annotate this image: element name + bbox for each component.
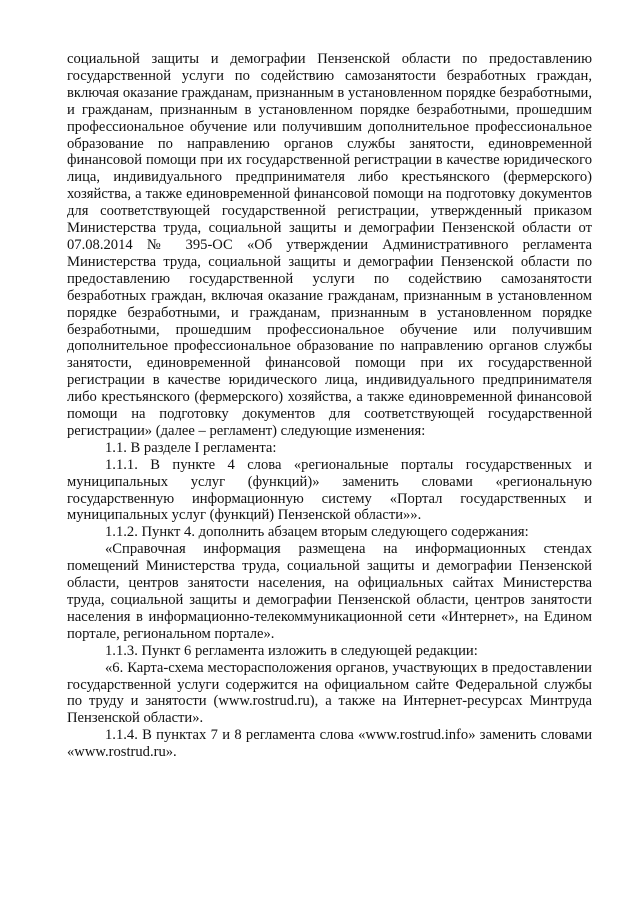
paragraph-quote-reference-info: «Справочная информация размещена на информационных стендах помещений Министерства труда, социальной защиты и демографии Пензенской области, центров занятости населения, на официальных сайтах Министерства труда, социальной защиты и демографии Пензенской области, центров занятости населения в информационно-телекоммуникационной сети «Интернет», на Едином портале, региональном портале».: [67, 541, 592, 642]
paragraph-1-1-1: 1.1.1. В пункте 4 слова «региональные порталы государственных и муниципальных услуг (функций)» заменить словами «региональную государственную информационную систему «Портал государственных и муниципальных услуг (функций) Пензенской области»».: [67, 456, 592, 524]
paragraph-1-1-4: 1.1.4. В пунктах 7 и 8 регламента слова «www.rostrud.info» заменить словами «www.rostrud.ru».: [67, 727, 592, 761]
document-page: [67, 51, 592, 761]
paragraph-1-1-3: 1.1.3. Пункт 6 регламента изложить в следующей редакции:: [105, 642, 478, 659]
paragraph-quote-map: «6. Карта-схема месторасположения органов, участвующих в предоставлении государственной услуги содержится на официальном сайте Федеральной службы по труду и занятости (www.rostrud.ru), а также на Интернет-ресурсах Минтруда Пензенской области».: [67, 659, 592, 727]
paragraph-1-1-2: 1.1.2. Пункт 4. дополнить абзацем вторым следующего содержания:: [105, 524, 529, 541]
paragraph-1-1: 1.1. В разделе I регламента:: [105, 439, 277, 456]
paragraph-intro: социальной защиты и демографии Пензенской области по предоставлению государственной услуги по содействию самозанятости безработных граждан, включая оказание гражданам, признанным в установленном порядке безработными, и гражданам, признанным в установленном порядке безработными, прошедшим профессиональное обучение или получившим дополнительное профессиональное образование по направлению органов службы занятости, единовременной финансовой помощи при их государственной регистрации в качестве юридического лица, индивидуального предпринимателя либо крестьянского (фермерского) хозяйства, а также единовременной финансовой помощи на подготовку документов для соответствующей государственной регистрации, утвержденный приказом Министерства труда, социальной защиты и демографии Пензенской области от 07.08.2014 № 395-ОС «Об утверждении Административного регламента Министерства труда, социальной защиты и демографии Пензенской области по предоставлению государственной услуги по содействию самозанятости безработных граждан, включая оказание гражданам, признанным в установленном порядке безработными, и гражданам, признанным в установленном порядке безработными, прошедшим профессиональное обучение или получившим дополнительное профессиональное образование по направлению органов службы занятости, единовременной финансовой помощи при их государственной регистрации в качестве юридического лица, индивидуального предпринимателя либо крестьянского (фермерского) хозяйства, а также единовременной финансовой помощи на подготовку документов для соответствующей государственной регистрации» (далее – регламент) следующие изменения:: [67, 51, 592, 439]
